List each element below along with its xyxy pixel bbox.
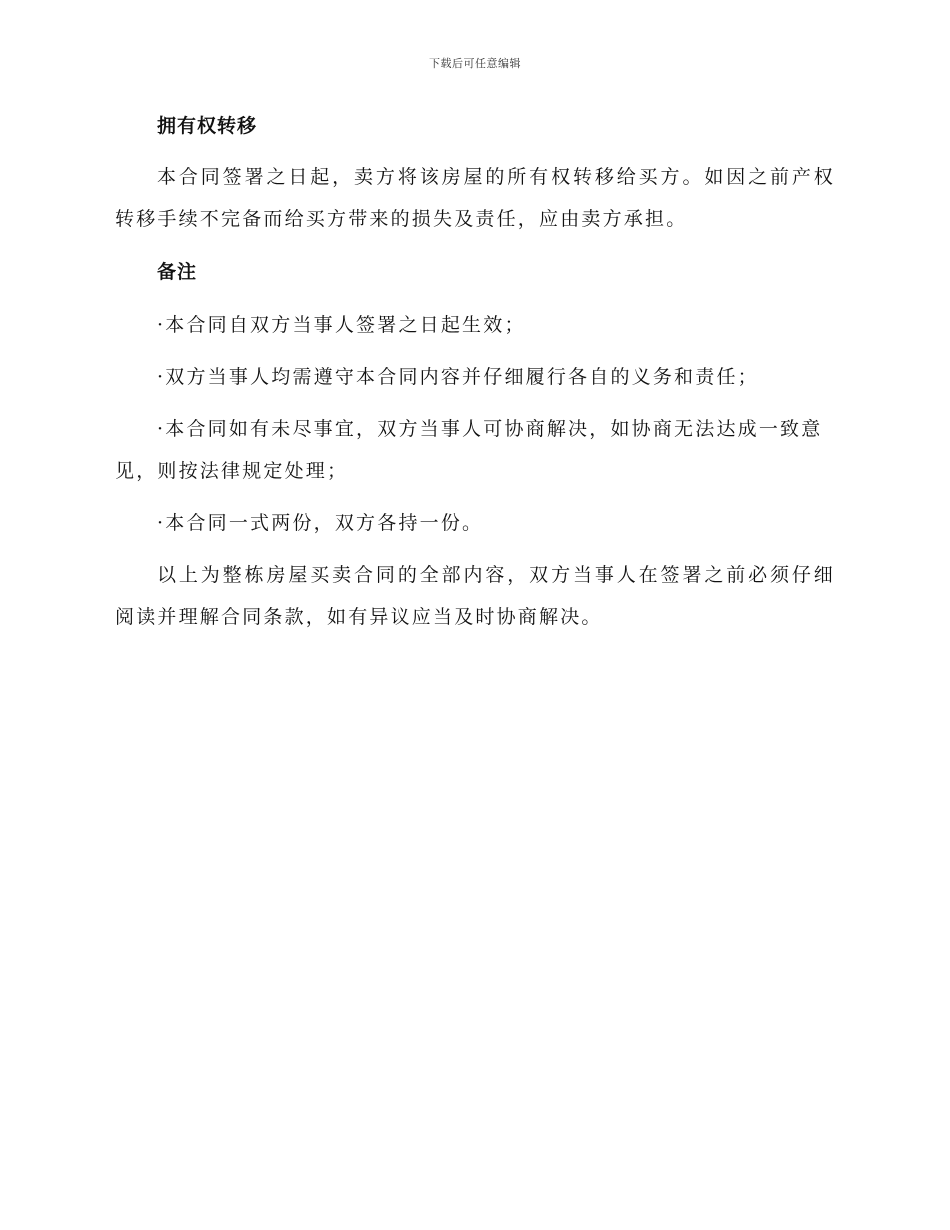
remarks-item: ·本合同自双方当事人签署之日起生效；: [157, 314, 526, 336]
ownership-transfer-paragraph: 本合同签署之日起，卖方将该房屋的所有权转移给买方。如因之前产权转移手续不完备而给买方带来的损失及责任，应由卖方承担。: [115, 166, 835, 230]
ownership-transfer-heading: 拥有权转移: [157, 115, 258, 137]
closing-paragraph: 以上为整栋房屋买卖合同的全部内容，双方当事人在签署之前必须仔细阅读并理解合同条款，如有异议应当及时协商解决。: [115, 564, 835, 628]
remarks-item: ·本合同如有未尽事宜，双方当事人可协商解决，如协商无法达成一致意见，则按法律规定处理；: [115, 418, 823, 482]
document-body: [115, 106, 835, 638]
remarks-item: ·本合同一式两份，双方各持一份。: [157, 512, 484, 534]
remarks-heading: 备注: [157, 261, 198, 283]
page-header-note: 下载后可任意编辑: [429, 57, 521, 70]
remarks-item: ·双方当事人均需遵守本合同内容并仔细履行各自的义务和责任；: [157, 366, 759, 388]
